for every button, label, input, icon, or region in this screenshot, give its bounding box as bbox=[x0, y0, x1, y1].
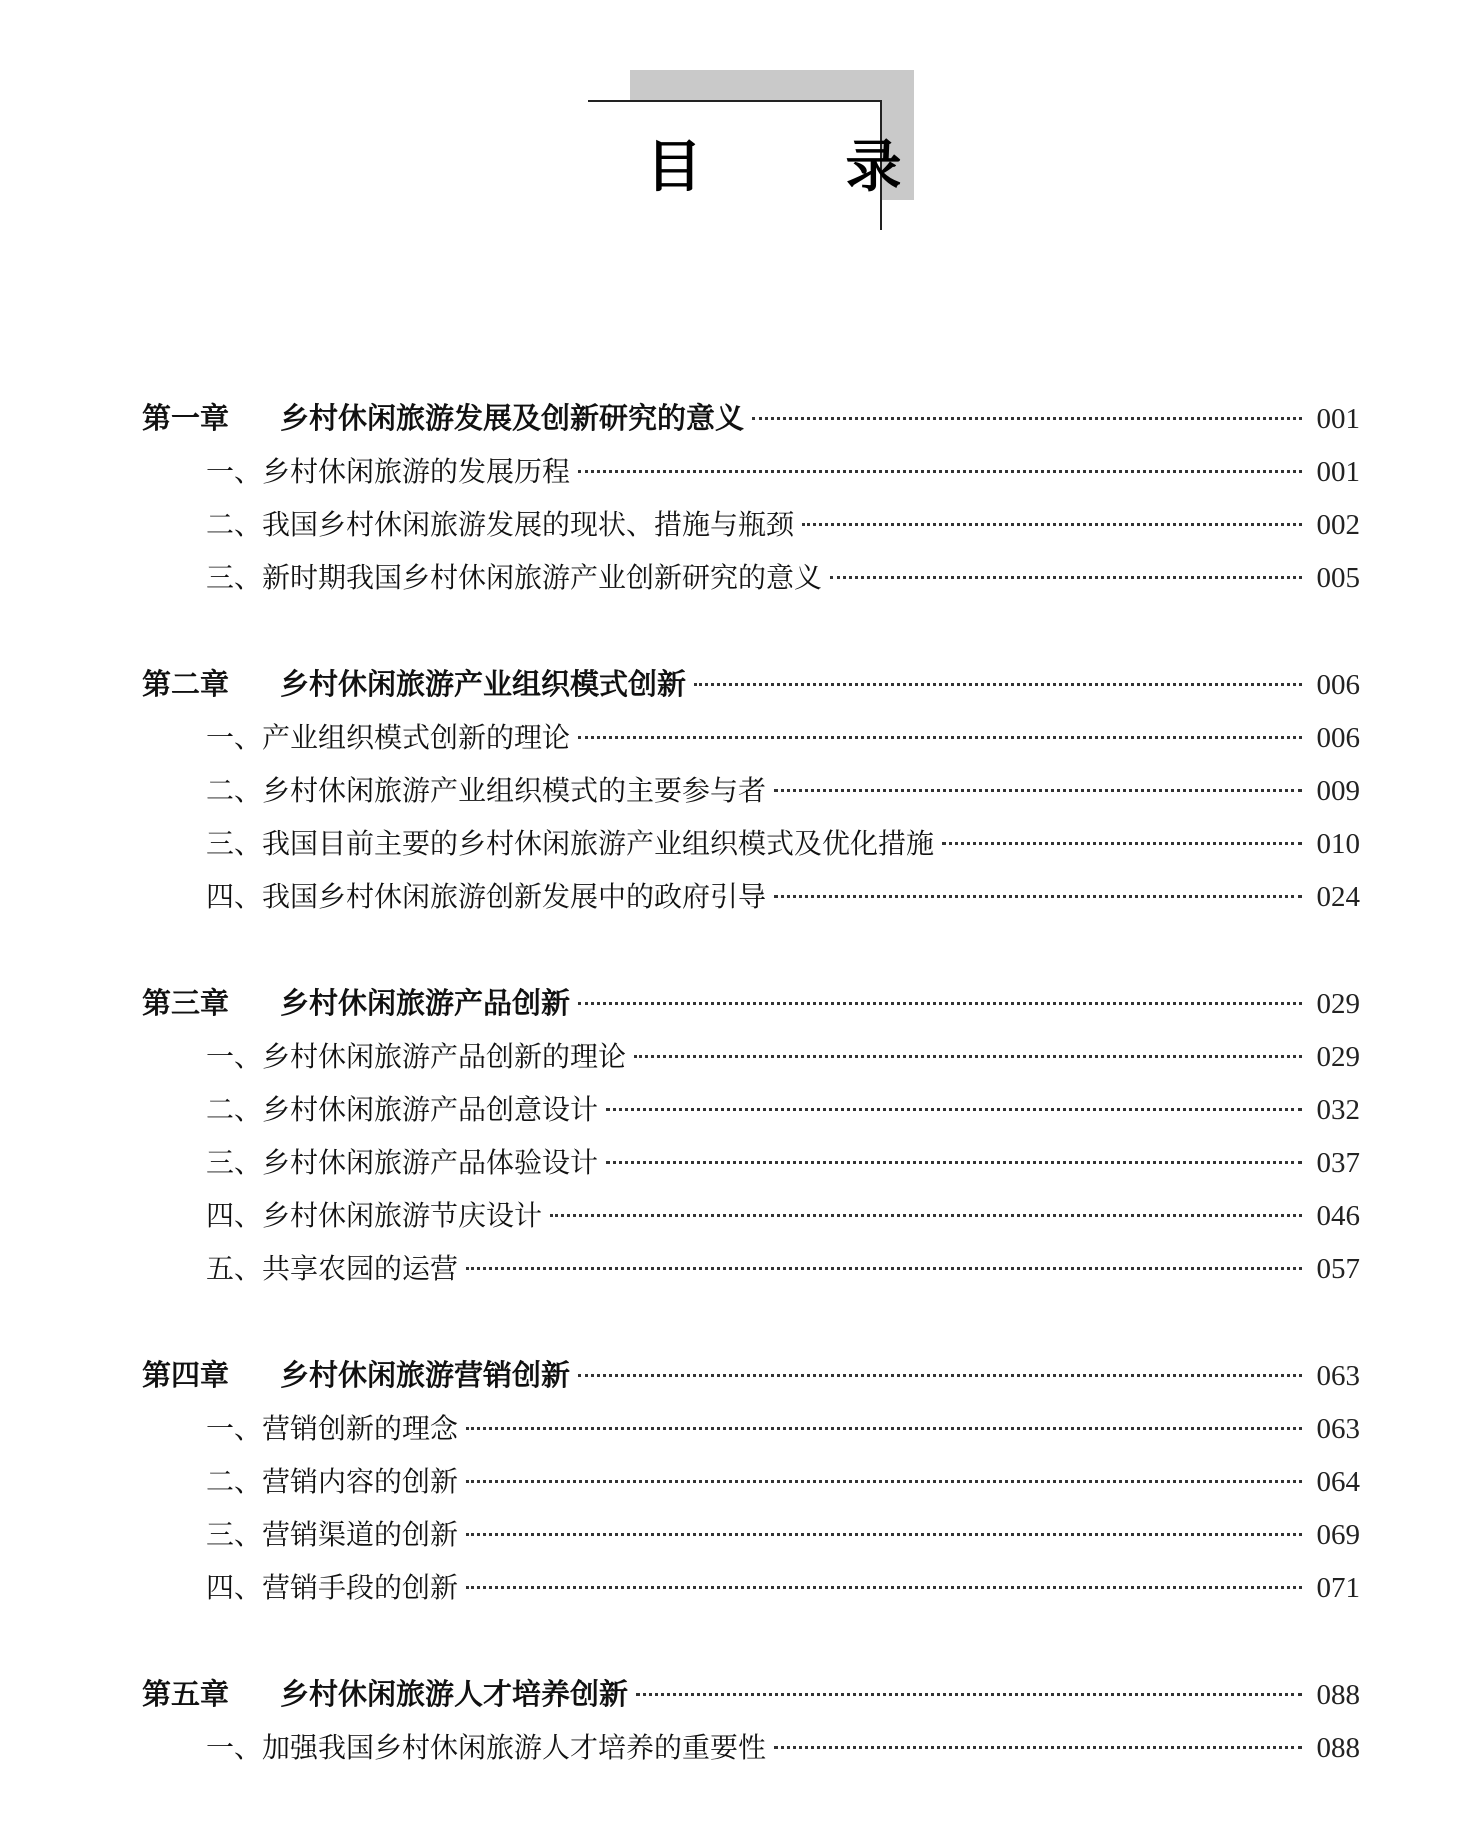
dot-leader bbox=[830, 576, 1302, 579]
section-title: 二、我国乡村休闲旅游发展的现状、措施与瓶颈 bbox=[206, 508, 795, 541]
dot-leader bbox=[466, 1480, 1302, 1483]
chapter-block bbox=[142, 977, 1360, 1295]
page-number: 001 bbox=[1316, 456, 1360, 488]
section-entry[interactable] bbox=[142, 1721, 1360, 1774]
dot-leader bbox=[634, 1055, 1302, 1058]
section-title: 一、乡村休闲旅游的发展历程 bbox=[206, 455, 571, 488]
dot-leader bbox=[774, 1746, 1302, 1749]
page-number: 071 bbox=[1316, 1572, 1360, 1604]
page-number: 046 bbox=[1316, 1200, 1360, 1232]
section-entry[interactable] bbox=[142, 1083, 1360, 1136]
dot-leader bbox=[466, 1586, 1302, 1589]
chapter-block bbox=[142, 1349, 1360, 1614]
page-number: 057 bbox=[1316, 1253, 1360, 1285]
chapter-number: 第五章 bbox=[142, 1677, 230, 1711]
section-title: 四、我国乡村休闲旅游创新发展中的政府引导 bbox=[206, 880, 767, 913]
chapter-name: 乡村休闲旅游营销创新 bbox=[280, 1358, 571, 1392]
section-entry[interactable] bbox=[142, 1242, 1360, 1295]
dot-leader bbox=[774, 789, 1302, 792]
section-entry[interactable] bbox=[142, 1030, 1360, 1083]
section-entry[interactable] bbox=[142, 445, 1360, 498]
dot-leader bbox=[578, 1002, 1302, 1005]
chapter-block bbox=[142, 1668, 1360, 1774]
dot-leader bbox=[578, 470, 1302, 473]
dot-leader bbox=[752, 417, 1302, 420]
section-entry[interactable] bbox=[142, 1136, 1360, 1189]
dot-leader bbox=[466, 1427, 1302, 1430]
dot-leader bbox=[942, 842, 1302, 845]
dot-leader bbox=[578, 736, 1302, 739]
toc-heading: 目 录 bbox=[646, 135, 964, 200]
chapter-number: 第二章 bbox=[142, 667, 230, 701]
page-number: 063 bbox=[1316, 1360, 1360, 1392]
dot-leader bbox=[606, 1108, 1302, 1111]
chapter-block bbox=[142, 658, 1360, 923]
section-entry[interactable] bbox=[142, 551, 1360, 604]
section-title: 一、加强我国乡村休闲旅游人才培养的重要性 bbox=[206, 1731, 767, 1764]
chapter-number: 第三章 bbox=[142, 986, 230, 1020]
dot-leader bbox=[802, 523, 1302, 526]
page-number: 063 bbox=[1316, 1413, 1360, 1445]
section-entry[interactable] bbox=[142, 764, 1360, 817]
toc-heading-box bbox=[588, 70, 964, 230]
page-number: 032 bbox=[1316, 1094, 1360, 1126]
chapter-entry[interactable] bbox=[142, 977, 1360, 1030]
section-title: 三、我国目前主要的乡村休闲旅游产业组织模式及优化措施 bbox=[206, 827, 935, 860]
section-entry[interactable] bbox=[142, 870, 1360, 923]
section-title: 二、乡村休闲旅游产品创意设计 bbox=[206, 1093, 599, 1126]
chapter-title bbox=[142, 1349, 570, 1402]
page-number: 006 bbox=[1316, 669, 1360, 701]
section-entry[interactable] bbox=[142, 1508, 1360, 1561]
section-entry[interactable] bbox=[142, 711, 1360, 764]
page-number: 001 bbox=[1316, 403, 1360, 435]
chapter-number: 第一章 bbox=[142, 401, 230, 435]
section-title: 二、乡村休闲旅游产业组织模式的主要参与者 bbox=[206, 774, 767, 807]
dot-leader bbox=[466, 1267, 1302, 1270]
section-title: 一、产业组织模式创新的理论 bbox=[206, 721, 571, 754]
page-number: 006 bbox=[1316, 722, 1360, 754]
page-number: 005 bbox=[1316, 562, 1360, 594]
page-number: 064 bbox=[1316, 1466, 1360, 1498]
dot-leader bbox=[774, 895, 1302, 898]
dot-leader bbox=[606, 1161, 1302, 1164]
chapter-number: 第四章 bbox=[142, 1358, 230, 1392]
section-title: 四、乡村休闲旅游节庆设计 bbox=[206, 1199, 543, 1232]
chapter-title bbox=[142, 392, 744, 445]
dot-leader bbox=[636, 1693, 1302, 1696]
section-title: 二、营销内容的创新 bbox=[206, 1465, 459, 1498]
page-number: 010 bbox=[1316, 828, 1360, 860]
page-number: 069 bbox=[1316, 1519, 1360, 1551]
section-entry[interactable] bbox=[142, 1561, 1360, 1614]
chapter-entry[interactable] bbox=[142, 1668, 1360, 1721]
section-title: 三、乡村休闲旅游产品体验设计 bbox=[206, 1146, 599, 1179]
page-number: 024 bbox=[1316, 881, 1360, 913]
dot-leader bbox=[694, 683, 1302, 686]
chapter-title bbox=[142, 658, 686, 711]
section-title: 五、共享农园的运营 bbox=[206, 1252, 459, 1285]
chapter-name: 乡村休闲旅游发展及创新研究的意义 bbox=[280, 401, 745, 435]
section-entry[interactable] bbox=[142, 817, 1360, 870]
chapter-entry[interactable] bbox=[142, 1349, 1360, 1402]
chapter-block bbox=[142, 392, 1360, 604]
section-entry[interactable] bbox=[142, 1402, 1360, 1455]
dot-leader bbox=[550, 1214, 1302, 1217]
page-number: 029 bbox=[1316, 988, 1360, 1020]
section-entry[interactable] bbox=[142, 1455, 1360, 1508]
section-entry[interactable] bbox=[142, 1189, 1360, 1242]
dot-leader bbox=[466, 1533, 1302, 1536]
section-title: 四、营销手段的创新 bbox=[206, 1571, 459, 1604]
heading-frame bbox=[588, 100, 964, 230]
page-number: 088 bbox=[1316, 1732, 1360, 1764]
chapter-name: 乡村休闲旅游产品创新 bbox=[280, 986, 571, 1020]
section-title: 三、新时期我国乡村休闲旅游产业创新研究的意义 bbox=[206, 561, 823, 594]
dot-leader bbox=[578, 1374, 1302, 1377]
chapter-name: 乡村休闲旅游人才培养创新 bbox=[280, 1677, 629, 1711]
section-title: 一、乡村休闲旅游产品创新的理论 bbox=[206, 1040, 627, 1073]
page-number: 009 bbox=[1316, 775, 1360, 807]
page-number: 002 bbox=[1316, 509, 1360, 541]
section-title: 一、营销创新的理念 bbox=[206, 1412, 459, 1445]
chapter-title bbox=[142, 1668, 628, 1721]
chapter-entry[interactable] bbox=[142, 658, 1360, 711]
chapter-entry[interactable] bbox=[142, 392, 1360, 445]
section-title: 三、营销渠道的创新 bbox=[206, 1518, 459, 1551]
table-of-contents bbox=[142, 392, 1360, 1828]
chapter-name: 乡村休闲旅游产业组织模式创新 bbox=[280, 667, 687, 701]
page-number: 029 bbox=[1316, 1041, 1360, 1073]
page-number: 037 bbox=[1316, 1147, 1360, 1179]
page-number: 088 bbox=[1316, 1679, 1360, 1711]
chapter-title bbox=[142, 977, 570, 1030]
section-entry[interactable] bbox=[142, 498, 1360, 551]
